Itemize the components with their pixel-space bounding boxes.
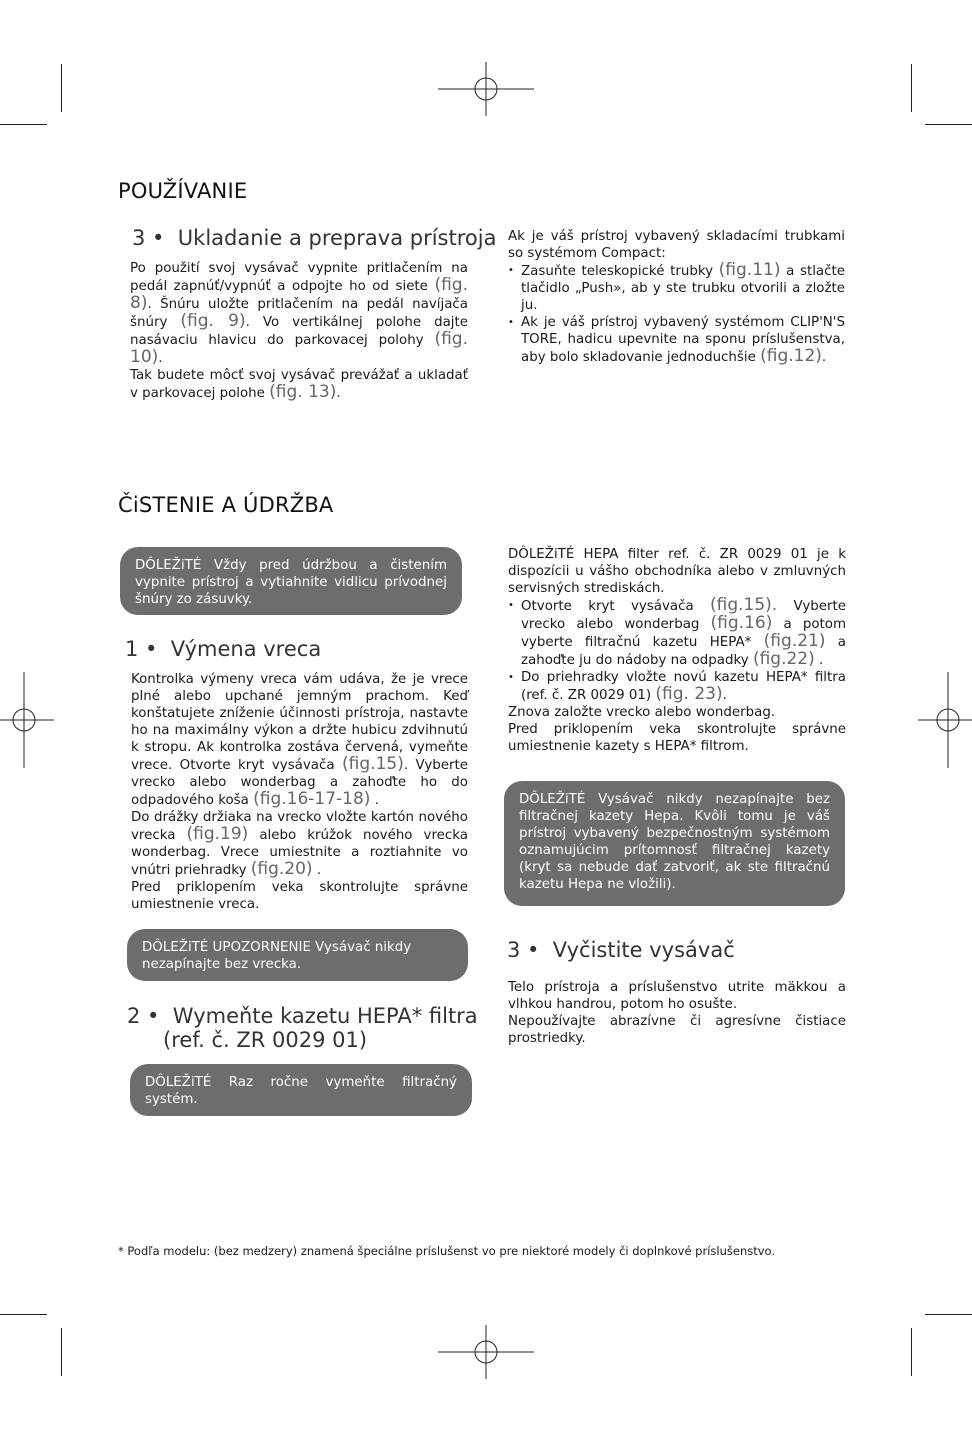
registration-mark-top: [438, 62, 534, 116]
figure-ref: (fig. 8): [130, 275, 469, 313]
important-box-yearly: DÔLEŽiTÉ Raz ročne vymeňte filtračný systém.: [130, 1064, 472, 1116]
bag-paragraph-2: [131, 809, 468, 879]
text-run: Otvorte kryt vysávača: [521, 599, 694, 614]
registration-mark-bottom: [438, 1325, 534, 1379]
crop-mark-top-left-h: [0, 124, 47, 125]
text-run: .: [821, 350, 827, 365]
text-run: Po použití svoj vysávač vypnite pritlačením na pedál zapnúť/vypnúť a odpojte ho od siete: [130, 261, 468, 294]
footnote: * Podľa modelu: (bez medzery) znamená špeciálne príslušenst vo pre niektoré modely či doplnkové príslušenstvo.: [118, 1244, 776, 1258]
figure-ref: (fig. 13): [269, 382, 337, 402]
text-run: . Šnúru uložte pritlačením na pedál navíjača šnúry: [130, 297, 468, 330]
text-run: alebo krúžok nového vrecka wonderbag. Vrece umiestnite a roztiahnite vo vnútri priehradky: [131, 828, 468, 878]
subsection-title-text: Vyčistite vysávač: [552, 938, 735, 962]
text-run: Kontrolka výmeny vreca vám udáva, že je vrece plné alebo upchané jemným prachom. Keď konštatujete zníženie účinnosti prístroja, nastavte ho na maximálny výkon a držte hubicu zdvihnutú k stropu. Ak kontrolka zostáva červená, vymeňte vrece. Otvorte kryt vysávača: [131, 672, 468, 773]
figure-ref: (fig.16): [710, 613, 773, 633]
text-run: a stlačte tlačidlo „Push», ab y ste trubku otvorili a zložte ju.: [521, 264, 845, 313]
figure-ref: (fig.22): [752, 649, 815, 669]
section-title-usage: POUŽÍVANIE: [118, 179, 248, 203]
list-item: [508, 314, 845, 366]
storage-paragraph-1: [130, 260, 468, 367]
bag-paragraph-1: [131, 671, 468, 809]
crop-mark-bottom-left-v: [61, 1328, 62, 1376]
subsection-title-storage: [132, 226, 496, 250]
storage-text-left: [130, 260, 468, 402]
figure-ref: (fig.15): [342, 754, 404, 774]
storage-paragraph-2: [130, 367, 468, 402]
subsection-number: 3 •: [507, 938, 540, 962]
text-run: Vyberte vrecko alebo wonderbag: [521, 599, 846, 632]
subsection-number: 1 •: [125, 637, 158, 661]
important-box-hepa: DÔLEŽiTÉ Vysávač nikdy nezapínajte bez filtračnej kazety Hepa. Kvôli tomu je váš prístroj vybavený bezpečnostným systémom oznamujúcim prítomnosť filtračnej kazety (kryt sa nebude dať zatvoriť, ak ste filtračnú kazetu Hepa ne vložili).: [504, 781, 845, 906]
crop-mark-top-right-v: [911, 64, 912, 112]
compact-list: [508, 262, 845, 366]
text-run: .: [316, 863, 322, 878]
crop-mark-bottom-right-v: [911, 1328, 912, 1376]
text-run: .: [819, 653, 824, 668]
compact-intro: Ak je váš prístroj vybavený skladacími trubkami so systémom Compact:: [508, 229, 845, 261]
text-run: . Vo vertikálnej polohe dajte nasávaciu hlavicu do parkovacej polohy: [130, 315, 469, 348]
text-run: Do drážky držiaka na vrecko vložte kartón nového vrecka: [131, 810, 468, 843]
figure-ref: (fig. 10): [130, 329, 468, 367]
figure-ref: (fig.11): [718, 260, 781, 280]
crop-mark-top-left-v: [61, 64, 62, 112]
figure-ref: (fig.20): [250, 859, 313, 879]
figure-ref: (fig.15).: [710, 595, 778, 615]
registration-mark-left: [0, 672, 54, 768]
hepa-text: [508, 546, 846, 755]
subsection-title-text: Ukladanie a preprava prístroja: [177, 226, 497, 250]
subsection-title-text: Wymeňte kazetu HEPA* filtra: [172, 1004, 478, 1028]
text-run: Ak je váš prístroj vybavený systémom CLIP'N'S TORE, hadicu upevnite na sponu príslušenstva, aby bolo skladovanie jednoduchšie: [521, 315, 845, 365]
figure-ref: (fig.12): [760, 346, 822, 366]
registration-mark-right: [918, 672, 972, 768]
hepa-list: [508, 597, 846, 704]
list-item: [508, 262, 845, 314]
text-run: . Vyberte vrecko alebo wonderbag a zahoďte ho do odpadového koša: [131, 758, 468, 808]
bag-paragraph-3: Pred priklopením veka skontrolujte správne umiestnenie vreca.: [131, 880, 468, 912]
text-run: Tak budete môcť svoj vysávač prevážať a ukladať v parkovacej polohe: [130, 368, 468, 401]
hepa-paragraph-1: Znova založte vrecko alebo wonderbag.: [508, 705, 776, 720]
important-box-bag: DÔLEŽiTÉ UPOZORNENIE Vysávač nikdy nezapínajte bez vrecka.: [127, 929, 468, 981]
figure-ref: (fig. 9): [180, 311, 246, 331]
subsection-number: 3 •: [132, 226, 165, 250]
subsection-title-text: Výmena vreca: [170, 637, 322, 661]
crop-mark-bottom-left-h: [0, 1314, 47, 1315]
list-item: [508, 669, 846, 704]
figure-ref: (fig.19): [186, 824, 249, 844]
text-run: a potom vyberte filtračnú kazetu HEPA*: [521, 617, 847, 650]
text-run: Do priehradky vložte novú kazetu HEPA* filtra (ref. č. ZR 0029 01): [521, 670, 846, 703]
text-run: .: [336, 386, 341, 401]
hepa-intro: DÔLEŽiTÉ HEPA filter ref. č. ZR 0029 01 je k dispozícii u vášho obchodníka alebo v zmluvných servisných strediskách.: [508, 547, 846, 596]
text-run: a zahoďte ju do nádoby na odpadky: [521, 635, 847, 668]
important-box-unplug: DÔLEŽiTÉ Vždy pred údržbou a čistením vypnite prístroj a vytiahnite vidlicu prívodnej šnúry zo zásuvky.: [120, 547, 462, 615]
subsection-title-bag: [125, 637, 321, 661]
text-run: .: [158, 351, 163, 366]
figure-ref: (fig.16-17-18): [253, 789, 371, 809]
bag-text: [131, 671, 468, 913]
subsection-title-hepa: [127, 1004, 478, 1052]
clean-paragraph-1: Telo prístroja a príslušenstvo utrite mäkkou a vlhkou handrou, potom ho osušte.: [508, 980, 846, 1012]
subsection-title-clean: [507, 938, 735, 962]
figure-ref: (fig. 23): [655, 684, 723, 704]
clean-text: [508, 979, 846, 1047]
figure-ref: (fig.21): [763, 631, 826, 651]
crop-mark-top-right-h: [925, 124, 972, 125]
storage-text-right: [508, 228, 845, 366]
subsection-number: 2 •: [127, 1004, 160, 1028]
list-item: [508, 597, 846, 669]
subsection-title-ref: (ref. č. ZR 0029 01): [163, 1028, 368, 1052]
text-run: .: [722, 688, 727, 703]
text-run: .: [374, 793, 379, 808]
crop-mark-bottom-right-h: [925, 1314, 972, 1315]
clean-paragraph-2: Nepoužívajte abrazívne či agresívne čistiace prostriedky.: [508, 1014, 846, 1046]
hepa-paragraph-2: Pred priklopením veka skontrolujte správne umiestnenie kazety s HEPA* filtrom.: [508, 722, 846, 754]
section-title-cleaning: ČiSTENIE A ÚDRŽBA: [118, 493, 334, 517]
text-run: Zasuňte teleskopické trubky: [521, 264, 714, 279]
